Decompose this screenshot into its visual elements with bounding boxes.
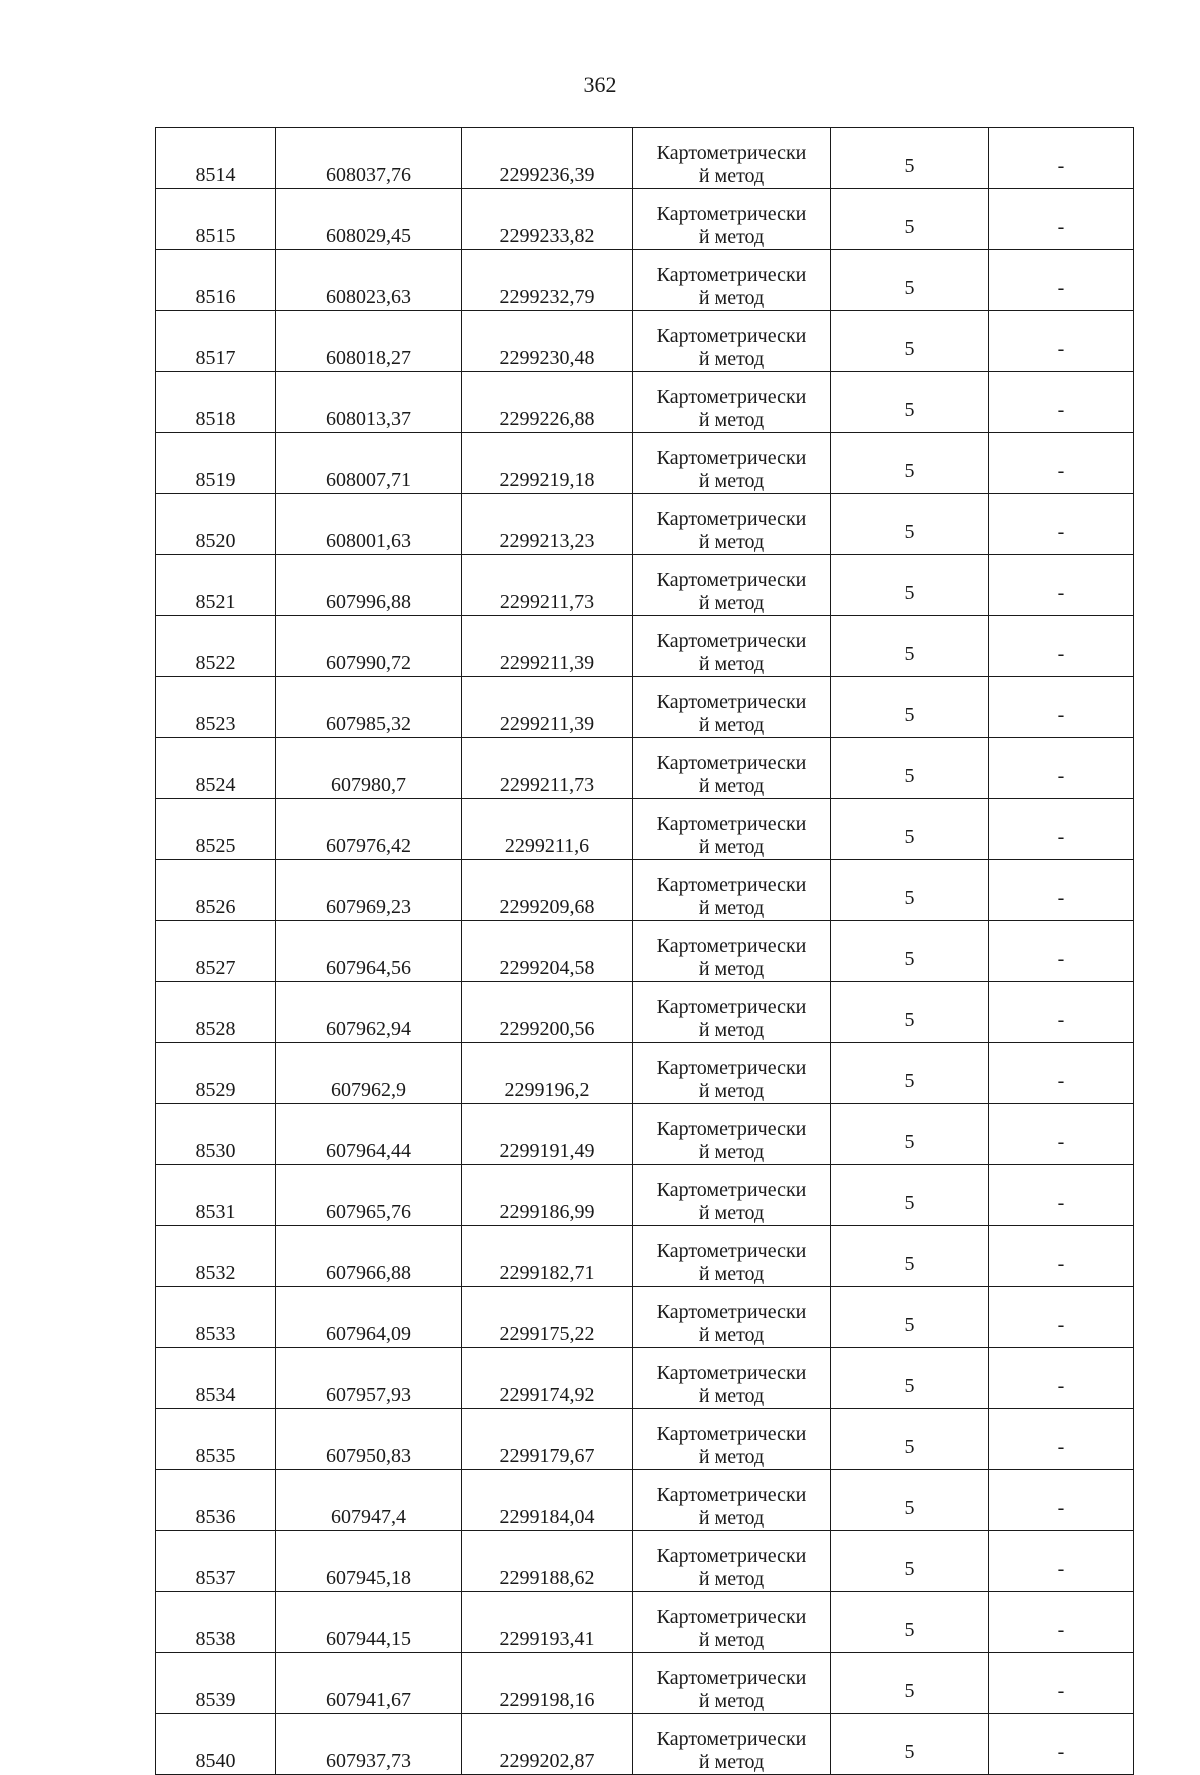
method-line-2: й метод — [698, 897, 765, 919]
description-cell: - — [989, 250, 1134, 311]
method-line-2: й метод — [698, 653, 765, 675]
table-row — [156, 128, 1134, 189]
method-cell — [633, 799, 831, 860]
method-cell — [633, 189, 831, 250]
accuracy-cell: 5 — [831, 1592, 989, 1653]
method-cell — [633, 677, 831, 738]
method-line-2: й метод — [698, 1568, 765, 1590]
accuracy-cell: 5 — [831, 1165, 989, 1226]
table-row — [156, 1104, 1134, 1165]
table-row — [156, 677, 1134, 738]
y-coordinate-cell: 2299179,67 — [462, 1409, 633, 1470]
x-coordinate-cell: 607964,44 — [276, 1104, 462, 1165]
accuracy-cell: 5 — [831, 1043, 989, 1104]
method-cell — [633, 1592, 831, 1653]
table-row — [156, 1226, 1134, 1287]
y-coordinate-cell: 2299209,68 — [462, 860, 633, 921]
point-number-cell: 8518 — [156, 372, 276, 433]
accuracy-cell: 5 — [831, 1714, 989, 1775]
method-line-2: й метод — [698, 1446, 765, 1468]
description-cell: - — [989, 1409, 1134, 1470]
table-row — [156, 921, 1134, 982]
table-row — [156, 1714, 1134, 1775]
x-coordinate-cell: 607985,32 — [276, 677, 462, 738]
description-cell: - — [989, 982, 1134, 1043]
table-row — [156, 189, 1134, 250]
method-cell — [633, 1165, 831, 1226]
point-number-cell: 8522 — [156, 616, 276, 677]
method-line-2: й метод — [698, 1751, 765, 1773]
point-number-cell: 8534 — [156, 1348, 276, 1409]
method-line-1: Картометрически — [656, 1606, 807, 1628]
point-number-cell: 8528 — [156, 982, 276, 1043]
method-line-2: й метод — [698, 1385, 765, 1407]
method-cell — [633, 1226, 831, 1287]
method-line-1: Картометрически — [656, 569, 807, 591]
method-cell — [633, 494, 831, 555]
y-coordinate-cell: 2299200,56 — [462, 982, 633, 1043]
y-coordinate-cell: 2299175,22 — [462, 1287, 633, 1348]
x-coordinate-cell: 608029,45 — [276, 189, 462, 250]
method-cell — [633, 616, 831, 677]
x-coordinate-cell: 607941,67 — [276, 1653, 462, 1714]
accuracy-cell: 5 — [831, 250, 989, 311]
method-line-1: Картометрически — [656, 203, 807, 225]
method-line-1: Картометрически — [656, 447, 807, 469]
y-coordinate-cell: 2299232,79 — [462, 250, 633, 311]
method-line-1: Картометрически — [656, 996, 807, 1018]
method-cell — [633, 128, 831, 189]
x-coordinate-cell: 608007,71 — [276, 433, 462, 494]
table-row — [156, 738, 1134, 799]
method-line-2: й метод — [698, 775, 765, 797]
description-cell: - — [989, 1470, 1134, 1531]
accuracy-cell: 5 — [831, 1287, 989, 1348]
description-cell: - — [989, 189, 1134, 250]
x-coordinate-cell: 607964,09 — [276, 1287, 462, 1348]
method-line-2: й метод — [698, 1690, 765, 1712]
accuracy-cell: 5 — [831, 860, 989, 921]
table-row — [156, 1653, 1134, 1714]
method-line-2: й метод — [698, 1202, 765, 1224]
accuracy-cell: 5 — [831, 616, 989, 677]
point-number-cell: 8516 — [156, 250, 276, 311]
table-row — [156, 1531, 1134, 1592]
description-cell: - — [989, 1287, 1134, 1348]
y-coordinate-cell: 2299211,6 — [462, 799, 633, 860]
method-cell — [633, 1409, 831, 1470]
method-line-1: Картометрически — [656, 1057, 807, 1079]
y-coordinate-cell: 2299202,87 — [462, 1714, 633, 1775]
y-coordinate-cell: 2299196,2 — [462, 1043, 633, 1104]
point-number-cell: 8531 — [156, 1165, 276, 1226]
method-line-1: Картометрически — [656, 813, 807, 835]
x-coordinate-cell: 607957,93 — [276, 1348, 462, 1409]
accuracy-cell: 5 — [831, 1653, 989, 1714]
method-line-1: Картометрически — [656, 1667, 807, 1689]
description-cell: - — [989, 1714, 1134, 1775]
accuracy-cell: 5 — [831, 1348, 989, 1409]
accuracy-cell: 5 — [831, 189, 989, 250]
description-cell: - — [989, 1592, 1134, 1653]
method-cell — [633, 1348, 831, 1409]
y-coordinate-cell: 2299211,39 — [462, 677, 633, 738]
description-cell: - — [989, 433, 1134, 494]
accuracy-cell: 5 — [831, 677, 989, 738]
x-coordinate-cell: 607965,76 — [276, 1165, 462, 1226]
accuracy-cell: 5 — [831, 1409, 989, 1470]
x-coordinate-cell: 608001,63 — [276, 494, 462, 555]
description-cell: - — [989, 555, 1134, 616]
description-cell: - — [989, 921, 1134, 982]
page-number: 362 — [583, 72, 617, 97]
method-cell — [633, 921, 831, 982]
method-line-1: Картометрически — [656, 1728, 807, 1750]
method-cell — [633, 555, 831, 616]
accuracy-cell: 5 — [831, 921, 989, 982]
accuracy-cell: 5 — [831, 372, 989, 433]
x-coordinate-cell: 607980,7 — [276, 738, 462, 799]
method-line-1: Картометрически — [656, 264, 807, 286]
table-row — [156, 1592, 1134, 1653]
method-line-1: Картометрически — [656, 630, 807, 652]
method-line-1: Картометрически — [656, 1118, 807, 1140]
y-coordinate-cell: 2299186,99 — [462, 1165, 633, 1226]
method-line-1: Картометрически — [656, 142, 807, 164]
y-coordinate-cell: 2299236,39 — [462, 128, 633, 189]
point-number-cell: 8532 — [156, 1226, 276, 1287]
description-cell: - — [989, 738, 1134, 799]
point-number-cell: 8535 — [156, 1409, 276, 1470]
y-coordinate-cell: 2299219,18 — [462, 433, 633, 494]
method-cell — [633, 738, 831, 799]
accuracy-cell: 5 — [831, 799, 989, 860]
coordinates-table — [155, 127, 1134, 1775]
method-line-1: Картометрически — [656, 874, 807, 896]
x-coordinate-cell: 607962,94 — [276, 982, 462, 1043]
x-coordinate-cell: 607969,23 — [276, 860, 462, 921]
y-coordinate-cell: 2299230,48 — [462, 311, 633, 372]
y-coordinate-cell: 2299188,62 — [462, 1531, 633, 1592]
description-cell: - — [989, 1348, 1134, 1409]
y-coordinate-cell: 2299204,58 — [462, 921, 633, 982]
method-line-1: Картометрически — [656, 1423, 807, 1445]
method-cell — [633, 1287, 831, 1348]
accuracy-cell: 5 — [831, 494, 989, 555]
point-number-cell: 8515 — [156, 189, 276, 250]
x-coordinate-cell: 607962,9 — [276, 1043, 462, 1104]
method-line-2: й метод — [698, 592, 765, 614]
method-line-2: й метод — [698, 531, 765, 553]
table-row — [156, 1165, 1134, 1226]
point-number-cell: 8521 — [156, 555, 276, 616]
point-number-cell: 8524 — [156, 738, 276, 799]
x-coordinate-cell: 607950,83 — [276, 1409, 462, 1470]
x-coordinate-cell: 608018,27 — [276, 311, 462, 372]
y-coordinate-cell: 2299226,88 — [462, 372, 633, 433]
accuracy-cell: 5 — [831, 433, 989, 494]
description-cell: - — [989, 1226, 1134, 1287]
point-number-cell: 8529 — [156, 1043, 276, 1104]
y-coordinate-cell: 2299211,39 — [462, 616, 633, 677]
accuracy-cell: 5 — [831, 311, 989, 372]
table-row — [156, 860, 1134, 921]
method-line-2: й метод — [698, 226, 765, 248]
method-cell — [633, 1104, 831, 1165]
description-cell: - — [989, 128, 1134, 189]
description-cell: - — [989, 677, 1134, 738]
y-coordinate-cell: 2299191,49 — [462, 1104, 633, 1165]
method-line-1: Картометрически — [656, 1301, 807, 1323]
table-row — [156, 1287, 1134, 1348]
method-line-1: Картометрически — [656, 935, 807, 957]
table-row — [156, 1043, 1134, 1104]
table-row — [156, 616, 1134, 677]
x-coordinate-cell: 607976,42 — [276, 799, 462, 860]
point-number-cell: 8533 — [156, 1287, 276, 1348]
point-number-cell: 8540 — [156, 1714, 276, 1775]
point-number-cell: 8530 — [156, 1104, 276, 1165]
method-cell — [633, 1470, 831, 1531]
x-coordinate-cell: 608037,76 — [276, 128, 462, 189]
x-coordinate-cell: 607966,88 — [276, 1226, 462, 1287]
accuracy-cell: 5 — [831, 555, 989, 616]
method-line-2: й метод — [698, 1629, 765, 1651]
description-cell: - — [989, 616, 1134, 677]
point-number-cell: 8520 — [156, 494, 276, 555]
method-line-2: й метод — [698, 1141, 765, 1163]
x-coordinate-cell: 607990,72 — [276, 616, 462, 677]
x-coordinate-cell: 607945,18 — [276, 1531, 462, 1592]
table-body — [156, 128, 1134, 1775]
method-line-1: Картометрически — [656, 1240, 807, 1262]
table-row — [156, 372, 1134, 433]
accuracy-cell: 5 — [831, 1470, 989, 1531]
y-coordinate-cell: 2299174,92 — [462, 1348, 633, 1409]
method-cell — [633, 982, 831, 1043]
y-coordinate-cell: 2299193,41 — [462, 1592, 633, 1653]
y-coordinate-cell: 2299198,16 — [462, 1653, 633, 1714]
point-number-cell: 8536 — [156, 1470, 276, 1531]
point-number-cell: 8517 — [156, 311, 276, 372]
table-row — [156, 982, 1134, 1043]
x-coordinate-cell: 607947,4 — [276, 1470, 462, 1531]
point-number-cell: 8519 — [156, 433, 276, 494]
x-coordinate-cell: 607996,88 — [276, 555, 462, 616]
accuracy-cell: 5 — [831, 982, 989, 1043]
description-cell: - — [989, 1165, 1134, 1226]
method-cell — [633, 250, 831, 311]
method-cell — [633, 860, 831, 921]
accuracy-cell: 5 — [831, 738, 989, 799]
method-cell — [633, 1531, 831, 1592]
method-line-2: й метод — [698, 1263, 765, 1285]
accuracy-cell: 5 — [831, 1226, 989, 1287]
point-number-cell: 8537 — [156, 1531, 276, 1592]
method-line-1: Картометрически — [656, 1362, 807, 1384]
method-line-2: й метод — [698, 714, 765, 736]
method-line-2: й метод — [698, 1019, 765, 1041]
x-coordinate-cell: 607937,73 — [276, 1714, 462, 1775]
x-coordinate-cell: 608023,63 — [276, 250, 462, 311]
method-line-1: Картометрически — [656, 752, 807, 774]
table-row — [156, 555, 1134, 616]
point-number-cell: 8538 — [156, 1592, 276, 1653]
table-row — [156, 799, 1134, 860]
method-line-2: й метод — [698, 1080, 765, 1102]
description-cell: - — [989, 1653, 1134, 1714]
method-line-2: й метод — [698, 470, 765, 492]
method-line-1: Картометрически — [656, 508, 807, 530]
y-coordinate-cell: 2299211,73 — [462, 555, 633, 616]
accuracy-cell: 5 — [831, 128, 989, 189]
table-row — [156, 1409, 1134, 1470]
y-coordinate-cell: 2299233,82 — [462, 189, 633, 250]
method-line-1: Картометрически — [656, 691, 807, 713]
method-line-2: й метод — [698, 836, 765, 858]
y-coordinate-cell: 2299184,04 — [462, 1470, 633, 1531]
accuracy-cell: 5 — [831, 1104, 989, 1165]
table-row — [156, 1348, 1134, 1409]
description-cell: - — [989, 372, 1134, 433]
table-row — [156, 494, 1134, 555]
method-cell — [633, 311, 831, 372]
method-cell — [633, 1043, 831, 1104]
method-cell — [633, 372, 831, 433]
table-row — [156, 1470, 1134, 1531]
method-line-2: й метод — [698, 348, 765, 370]
method-line-1: Картометрически — [656, 1484, 807, 1506]
x-coordinate-cell: 608013,37 — [276, 372, 462, 433]
description-cell: - — [989, 1104, 1134, 1165]
point-number-cell: 8523 — [156, 677, 276, 738]
point-number-cell: 8527 — [156, 921, 276, 982]
description-cell: - — [989, 1043, 1134, 1104]
point-number-cell: 8525 — [156, 799, 276, 860]
x-coordinate-cell: 607964,56 — [276, 921, 462, 982]
y-coordinate-cell: 2299211,73 — [462, 738, 633, 799]
method-line-2: й метод — [698, 165, 765, 187]
description-cell: - — [989, 1531, 1134, 1592]
method-line-1: Картометрически — [656, 386, 807, 408]
point-number-cell: 8539 — [156, 1653, 276, 1714]
method-line-1: Картометрически — [656, 1179, 807, 1201]
method-cell — [633, 1653, 831, 1714]
method-line-2: й метод — [698, 1324, 765, 1346]
description-cell: - — [989, 311, 1134, 372]
description-cell: - — [989, 860, 1134, 921]
point-number-cell: 8514 — [156, 128, 276, 189]
table-row — [156, 311, 1134, 372]
description-cell: - — [989, 494, 1134, 555]
method-line-2: й метод — [698, 1507, 765, 1529]
y-coordinate-cell: 2299213,23 — [462, 494, 633, 555]
x-coordinate-cell: 607944,15 — [276, 1592, 462, 1653]
method-line-1: Картометрически — [656, 325, 807, 347]
description-cell: - — [989, 799, 1134, 860]
method-line-2: й метод — [698, 287, 765, 309]
method-cell — [633, 1714, 831, 1775]
accuracy-cell: 5 — [831, 1531, 989, 1592]
method-line-2: й метод — [698, 409, 765, 431]
method-line-2: й метод — [698, 958, 765, 980]
method-cell — [633, 433, 831, 494]
point-number-cell: 8526 — [156, 860, 276, 921]
y-coordinate-cell: 2299182,71 — [462, 1226, 633, 1287]
method-line-1: Картометрически — [656, 1545, 807, 1567]
table-row — [156, 433, 1134, 494]
table-row — [156, 250, 1134, 311]
